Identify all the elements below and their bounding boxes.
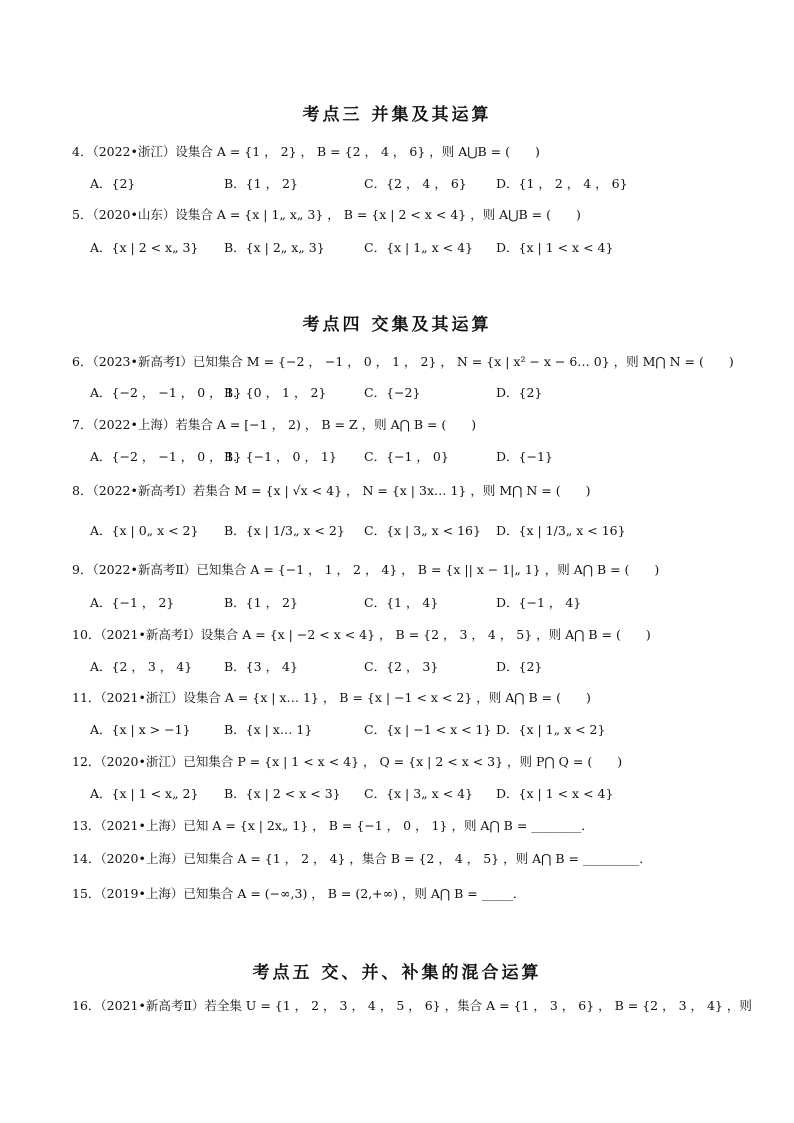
question-11: 11．（2021•浙江）设集合 A = {x | x… 1} ， B = {x | −1 < x < 2} ，则 A⋂ B = ( ) xyxy=(72,690,591,705)
q5-option-b: B．{x | 2„ x„ 3} xyxy=(224,240,325,255)
question-10: 10．（2021•新高考Ⅰ）设集合 A = {x | −2 < x < 4} ， B = {2 ， 3 ， 4 ， 5} ，则 A⋂ B = ( ) xyxy=(72,627,651,642)
q12-option-a: A．{x | 1 < x„ 2} xyxy=(90,786,199,801)
q4-option-b: B．{1 ， 2} xyxy=(224,176,298,191)
section-heading-5: 考点五 交、并、补集的混合运算 xyxy=(252,963,542,983)
q8-option-b: B．{x | 1/3„ x < 2} xyxy=(224,523,345,538)
question-8: 8．（2022•新高考Ⅰ）若集合 M = {x | √x < 4} ， N = {x | 3x… 1} ，则 M⋂ N = ( ) xyxy=(72,483,591,498)
q10-option-d: D．{2} xyxy=(496,659,543,674)
q11-option-d: D．{x | 1„ x < 2} xyxy=(496,722,606,737)
q11-option-b: B．{x | x… 1} xyxy=(224,722,313,737)
question-15: 15．（2019•上海）已知集合 A = (−∞,3) ， B = (2,+∞) ，则 A⋂ B = _____． xyxy=(72,886,526,901)
q6-option-c: C．{−2} xyxy=(364,385,421,400)
q10-option-c: C．{2 ， 3} xyxy=(364,659,439,674)
question-7: 7．（2022•上海）若集合 A = [−1 ， 2) ， B = Z ，则 A⋂ B = ( ) xyxy=(72,417,477,432)
q7-option-a: A．{−2 ， −1 ， 0 ， 1} xyxy=(90,449,242,464)
q7-option-c: C．{−1 ， 0} xyxy=(364,449,449,464)
q4-option-a: A．{2} xyxy=(90,176,136,191)
q10-option-b: B．{3 ， 4} xyxy=(224,659,298,674)
q11-option-a: A．{x | x > −1} xyxy=(90,722,191,737)
q5-option-d: D．{x | 1 < x < 4} xyxy=(496,240,614,255)
question-16: 16．（2021•新高考Ⅱ）若全集 U = {1 ， 2 ， 3 ， 4 ， 5 ， 6} ，集合 A = {1 ， 3 ， 6} ， B = {2 ， 3 ， 4} ，则 xyxy=(72,998,752,1013)
q8-option-d: D．{x | 1/3„ x < 16} xyxy=(496,523,626,538)
q12-option-c: C．{x | 3„ x < 4} xyxy=(364,786,474,801)
q5-option-a: A．{x | 2 < x„ 3} xyxy=(90,240,199,255)
q12-option-b: B．{x | 2 < x < 3} xyxy=(224,786,341,801)
question-9: 9．（2022•新高考Ⅱ）已知集合 A = {−1 ， 1 ， 2 ， 4} ， B = {x || x − 1|„ 1} ，则 A⋂ B = ( ) xyxy=(72,562,660,577)
section-heading-4: 考点四 交集及其运算 xyxy=(302,315,492,335)
q9-option-c: C．{1 ， 4} xyxy=(364,595,439,610)
q8-option-a: A．{x | 0„ x < 2} xyxy=(90,523,199,538)
q10-option-a: A．{2 ， 3 ， 4} xyxy=(90,659,193,674)
section-heading-3: 考点三 并集及其运算 xyxy=(302,105,492,125)
q4-option-c: C．{2 ， 4 ， 6} xyxy=(364,176,467,191)
q6-option-b: B．{0 ， 1 ， 2} xyxy=(224,385,327,400)
question-4: 4．（2022•浙江）设集合 A = {1 ， 2} ， B = {2 ， 4 ， 6} ，则 A⋃B = ( ) xyxy=(72,144,540,159)
q7-option-b: B．{−1 ， 0 ， 1} xyxy=(224,449,337,464)
q9-option-a: A．{−1 ， 2} xyxy=(90,595,175,610)
q7-option-d: D．{−1} xyxy=(496,449,553,464)
q6-option-d: D．{2} xyxy=(496,385,543,400)
q4-option-d: D．{1 ， 2 ， 4 ， 6} xyxy=(496,176,628,191)
q6-option-a: A．{−2 ， −1 ， 0 ， 1} xyxy=(90,385,242,400)
question-6: 6．（2023•新高考Ⅰ）已知集合 M = {−2 ， −1 ， 0 ， 1 ， 2} ， N = {x | x² − x − 6… 0} ，则 M⋂ N = ( ) xyxy=(72,354,734,369)
question-12: 12．（2020•浙江）已知集合 P = {x | 1 < x < 4} ， Q = {x | 2 < x < 3} ，则 P⋂ Q = ( ) xyxy=(72,754,623,769)
q9-option-b: B．{1 ， 2} xyxy=(224,595,298,610)
question-13: 13．（2021•上海）已知 A = {x | 2x„ 1} ， B = {−1 ， 0 ， 1} ，则 A⋂ B = ________． xyxy=(72,818,594,833)
q8-option-c: C．{x | 3„ x < 16} xyxy=(364,523,481,538)
q12-option-d: D．{x | 1 < x < 4} xyxy=(496,786,614,801)
q9-option-d: D．{−1 ， 4} xyxy=(496,595,582,610)
question-5: 5．（2020•山东）设集合 A = {x | 1„ x„ 3} ， B = {x | 2 < x < 4} ，则 A⋃B = ( ) xyxy=(72,207,581,222)
q11-option-c: C．{x | −1 < x < 1} xyxy=(364,722,492,737)
q5-option-c: C．{x | 1„ x < 4} xyxy=(364,240,474,255)
question-14: 14．（2020•上海）已知集合 A = {1 ， 2 ， 4} ，集合 B = {2 ， 4 ， 5} ，则 A⋂ B = _________． xyxy=(72,851,652,866)
